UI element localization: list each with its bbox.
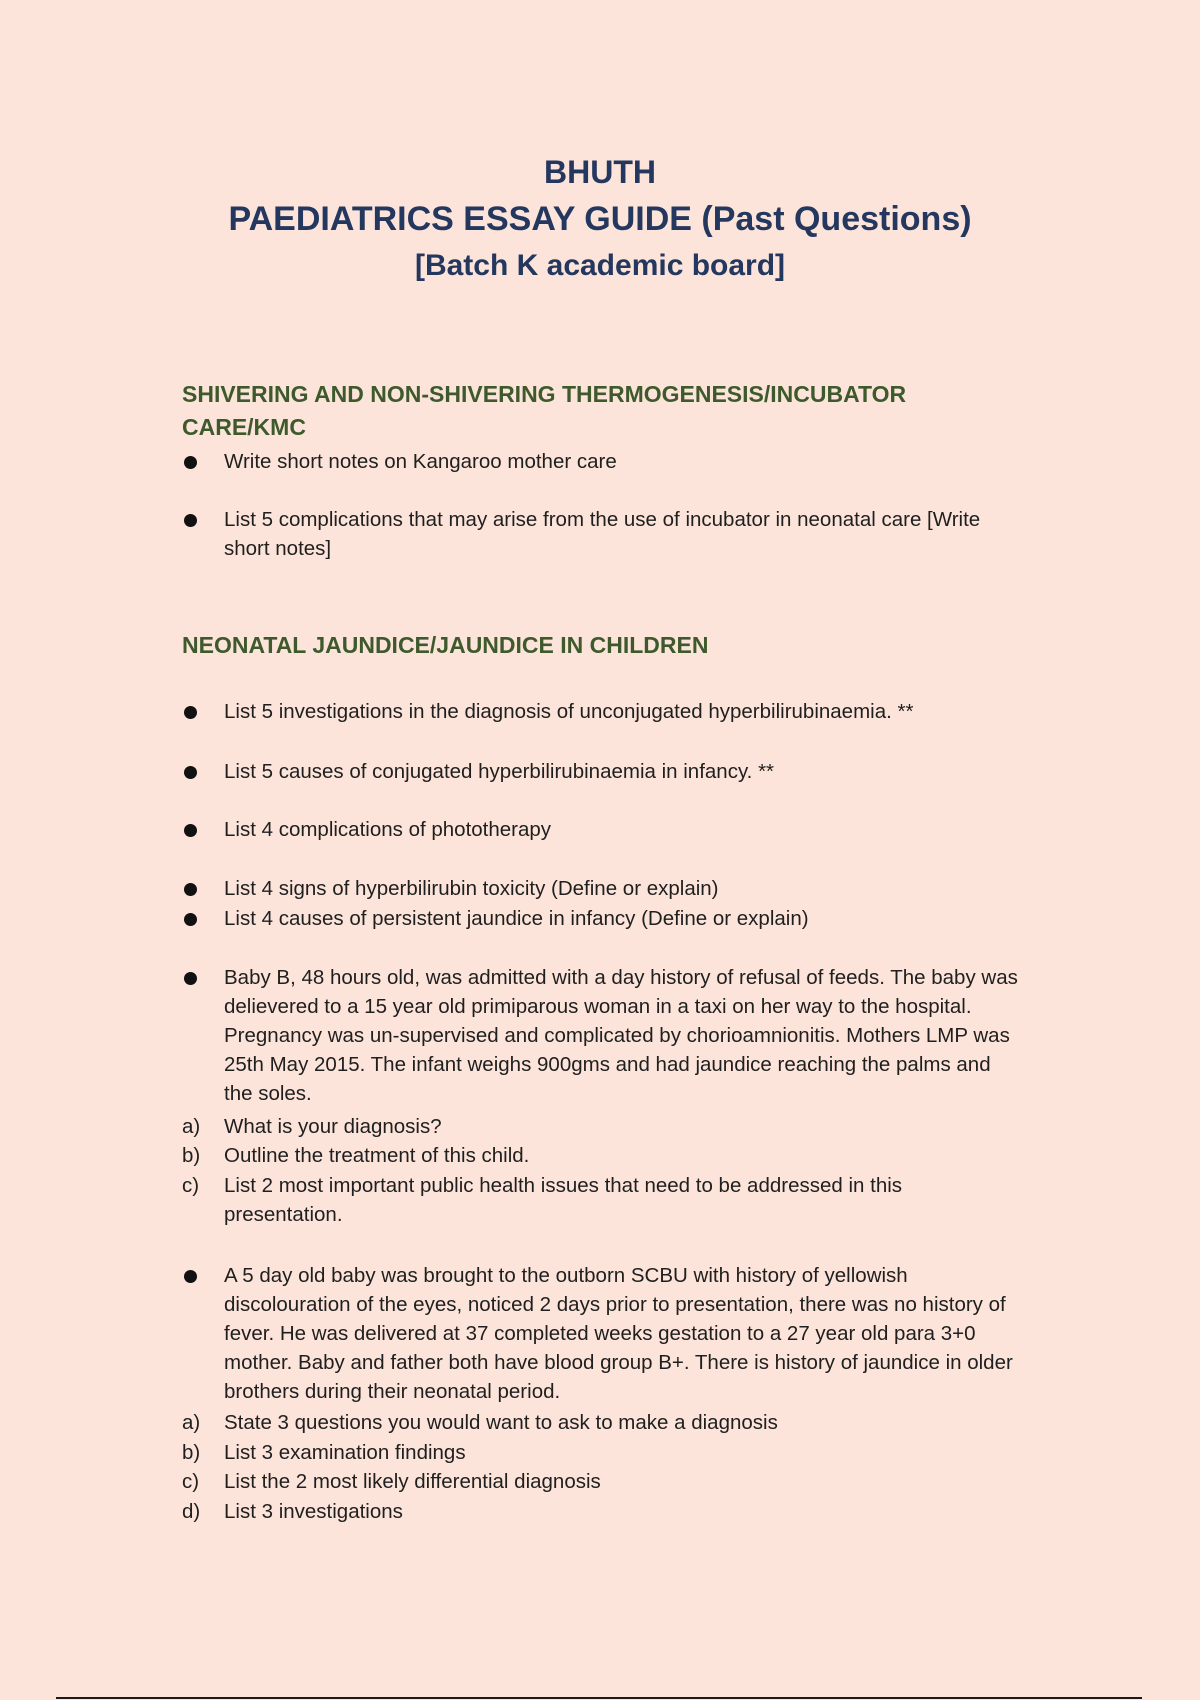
list-item-text: List 5 investigations in the diagnosis of unconjugated hyperbilirubinaemia. ** — [224, 700, 914, 723]
bullet-icon — [184, 913, 197, 926]
section-heading-thermogenesis — [182, 378, 1002, 444]
sub-question-text: What is your diagnosis? — [224, 1115, 442, 1138]
case-item — [182, 1261, 1022, 1406]
sub-question — [182, 1438, 1022, 1467]
sub-question — [182, 1497, 1022, 1526]
section-heading-line: CARE/KMC — [182, 414, 306, 440]
list-item — [182, 815, 1022, 844]
document-title: PAEDIATRICS ESSAY GUIDE (Past Questions) — [228, 200, 972, 238]
sub-question — [182, 1112, 1022, 1141]
sub-question — [182, 1171, 1022, 1229]
sub-question-marker: d) — [182, 1500, 201, 1523]
sub-question-text: List 2 most important public health issues that need to be addressed in this presentation. — [224, 1174, 903, 1226]
sub-question-text: List 3 investigations — [224, 1500, 403, 1523]
bullet-icon — [184, 972, 197, 985]
sub-question — [182, 1408, 1022, 1437]
list-item-text: List 4 complications of phototherapy — [224, 818, 552, 841]
sub-question-marker: c) — [182, 1470, 200, 1493]
bullet-icon — [184, 456, 197, 469]
sub-question-marker: c) — [182, 1174, 200, 1197]
sub-question-text: State 3 questions you would want to ask to make a diagnosis — [224, 1411, 778, 1434]
list-item — [182, 505, 1022, 563]
institution-title: BHUTH — [544, 154, 656, 190]
list-item-text: List 5 causes of conjugated hyperbilirubinaemia in infancy. ** — [224, 760, 775, 783]
list-item — [182, 697, 1022, 726]
list-item — [182, 447, 1022, 476]
footer-divider — [56, 1697, 1142, 1699]
sub-question — [182, 1141, 1022, 1170]
list-item-text: List 4 causes of persistent jaundice in infancy (Define or explain) — [224, 907, 809, 930]
list-item — [182, 757, 1022, 786]
bullet-icon — [184, 1270, 197, 1283]
sub-question-marker: a) — [182, 1411, 201, 1434]
bullet-icon — [184, 824, 197, 837]
section-heading-line: SHIVERING AND NON-SHIVERING THERMOGENESIS/INCUBATOR — [182, 381, 907, 407]
case-item — [182, 963, 1022, 1108]
bullet-icon — [184, 706, 197, 719]
sub-question-marker: a) — [182, 1115, 201, 1138]
sub-question-marker: b) — [182, 1441, 201, 1464]
bullet-icon — [184, 514, 197, 527]
bullet-icon — [184, 766, 197, 779]
bullet-icon — [184, 883, 197, 896]
section-heading-jaundice: NEONATAL JAUNDICE/JAUNDICE IN CHILDREN — [182, 632, 709, 658]
sub-question-text: List the 2 most likely differential diagnosis — [224, 1470, 601, 1493]
list-item — [182, 874, 1022, 903]
sub-question-text: List 3 examination findings — [224, 1441, 466, 1464]
sub-question — [182, 1467, 1022, 1496]
case-text: A 5 day old baby was brought to the outborn SCBU with history of yellowish discolouration of the eyes, noticed 2 days prior to presentation, there was no history of fever. He was delivered at 37 completed weeks gestation to a 27 year old para 3+0 mother. Baby and father both have blood group B+. There is history of jaundice in older brothers during their neonatal period. — [224, 1264, 1013, 1403]
list-item-text: Write short notes on Kangaroo mother care — [224, 450, 617, 473]
sub-question-marker: b) — [182, 1144, 201, 1167]
title-block — [0, 150, 1200, 288]
document-subtitle: [Batch K academic board] — [414, 249, 786, 282]
list-item — [182, 904, 1022, 933]
list-item-text: List 5 complications that may arise from the use of incubator in neonatal care [Write short notes] — [224, 508, 981, 560]
case-text: Baby B, 48 hours old, was admitted with a day history of refusal of feeds. The baby was delievered to a 15 year old primiparous woman in a taxi on her way to the hospital. Pregnancy was un-supervised and complicated by chorioamnionitis. Mothers LMP was 25th May 2015. The infant weighs 900gms and had jaundice reaching the palms and the soles. — [224, 966, 1018, 1105]
list-item-text: List 4 signs of hyperbilirubin toxicity (Define or explain) — [224, 877, 719, 900]
sub-question-text: Outline the treatment of this child. — [224, 1144, 530, 1167]
